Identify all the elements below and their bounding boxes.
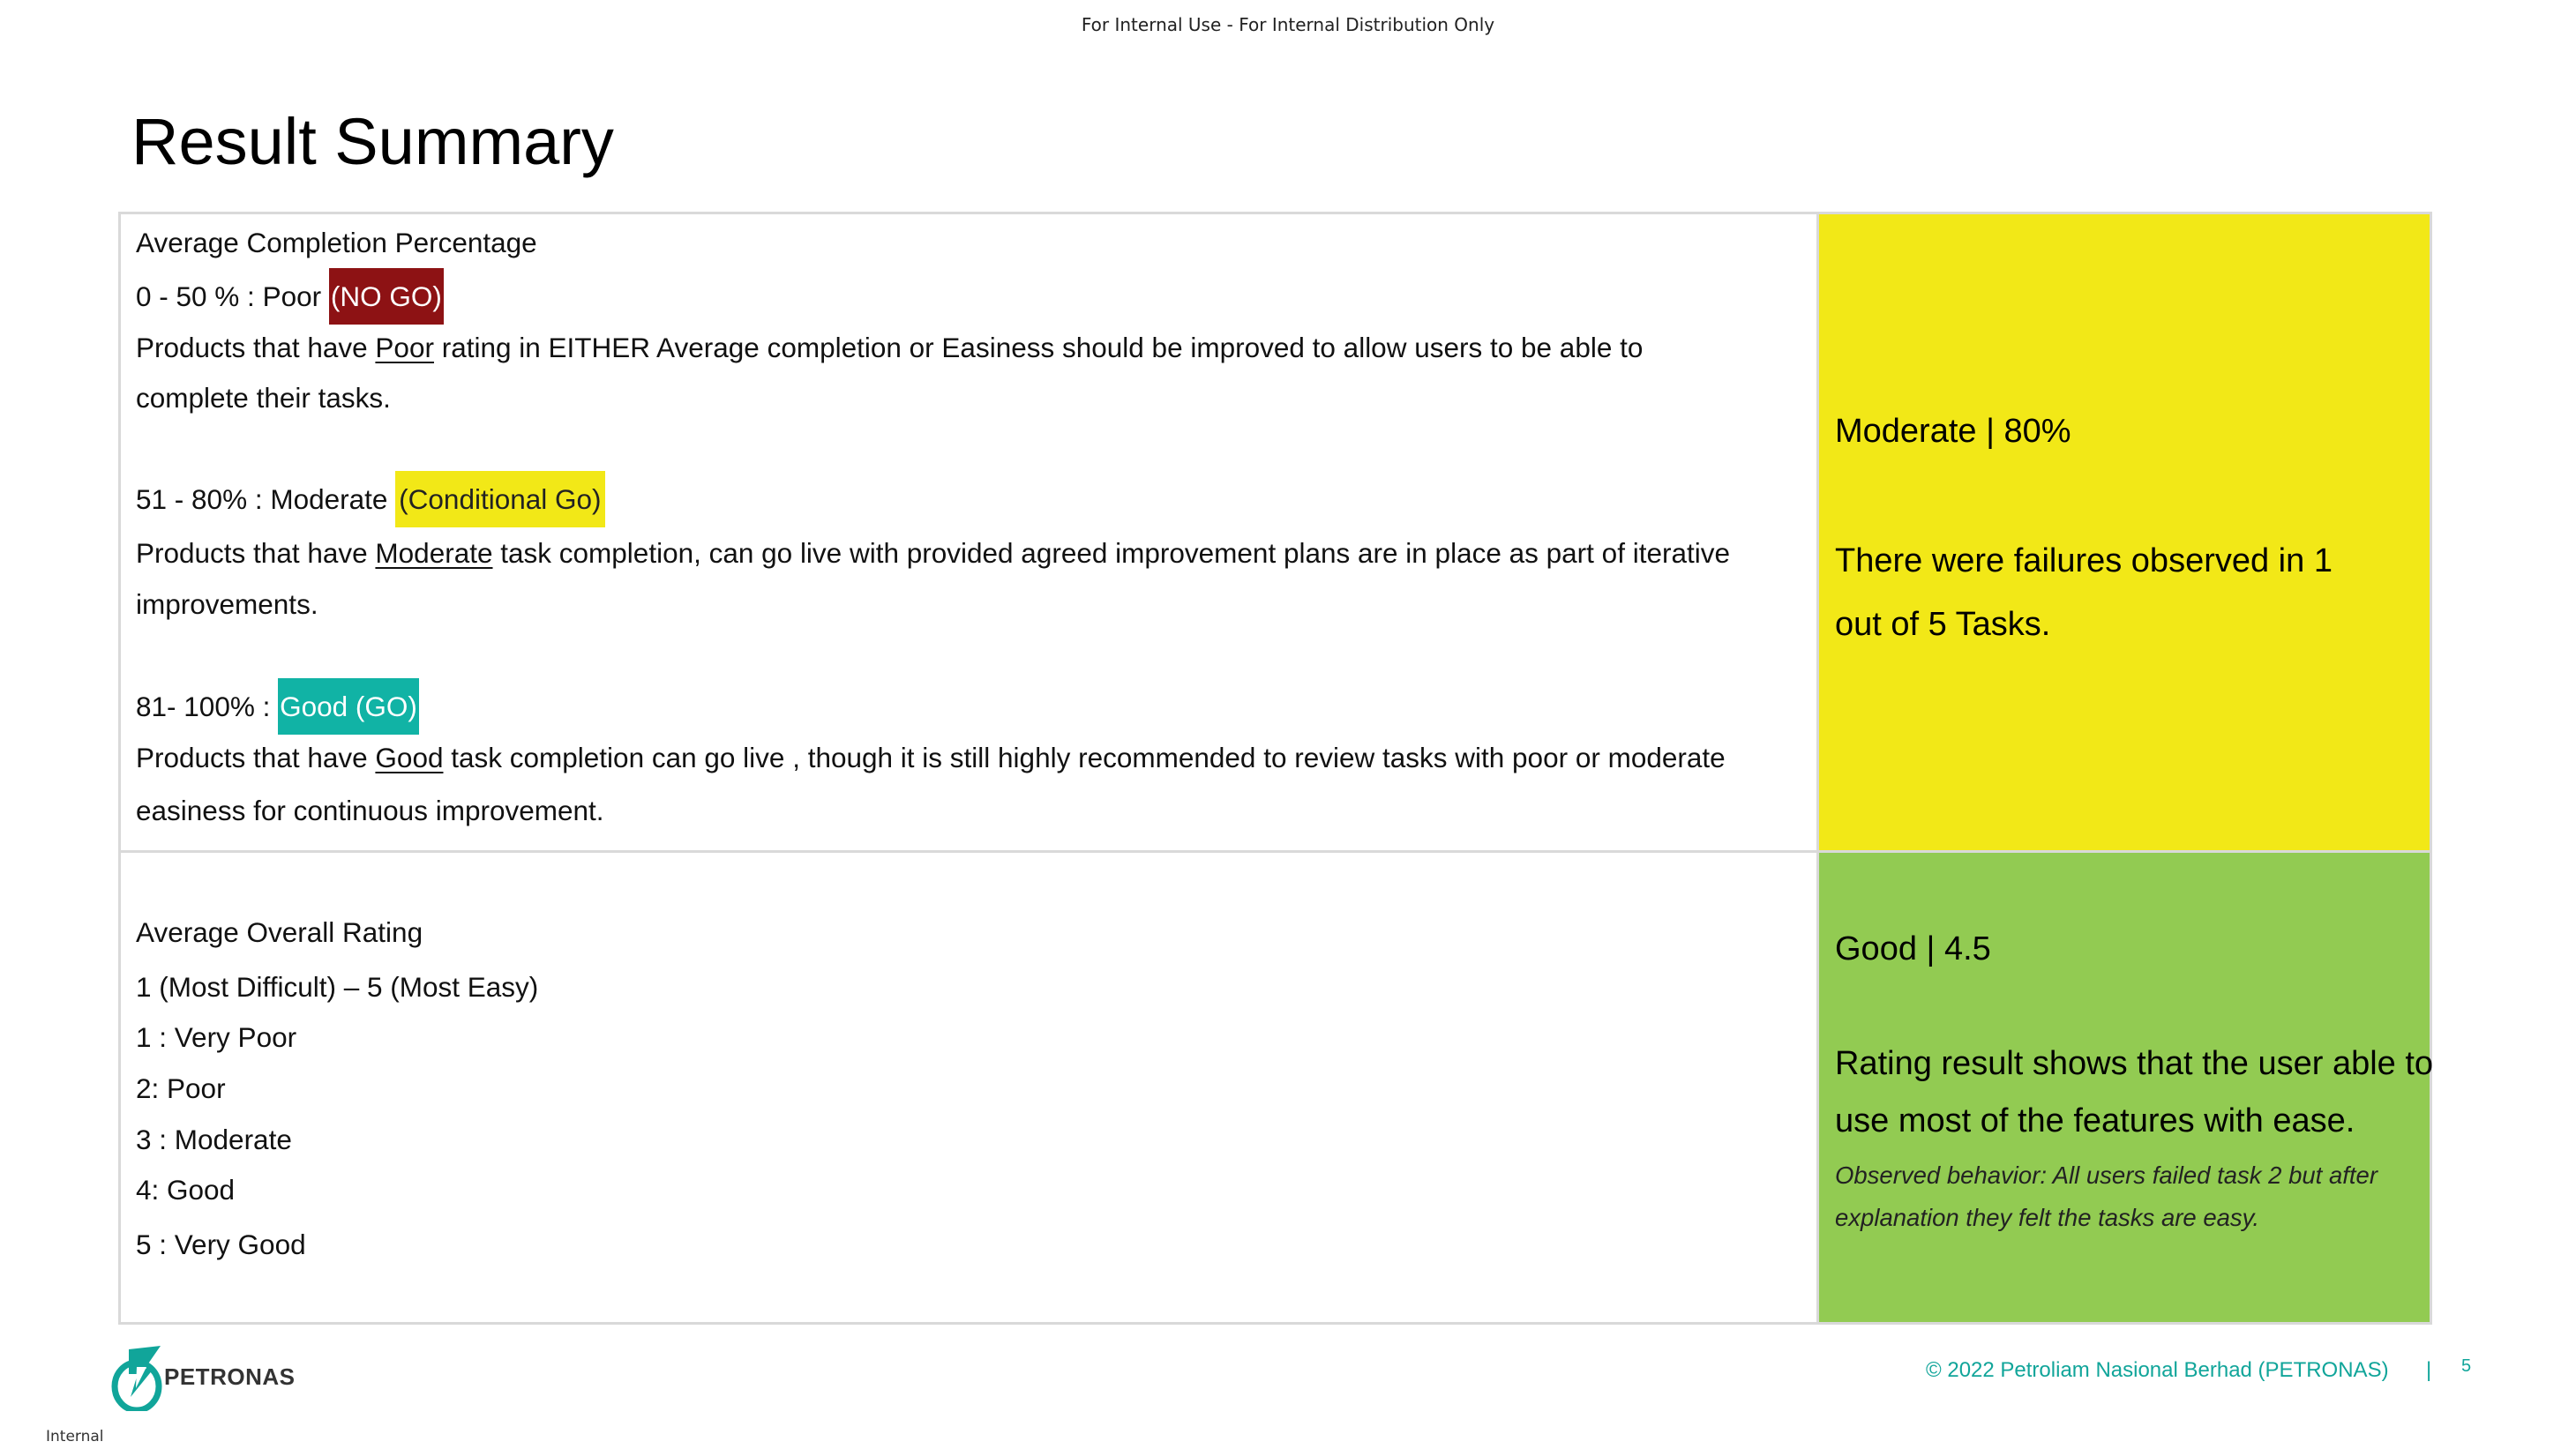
rating-level: 2: Poor [136, 1072, 226, 1104]
rating-level: 1 : Very Poor [136, 1021, 297, 1053]
good-keyword: Good [375, 742, 444, 773]
completion-heading: Average Completion Percentage [136, 227, 537, 258]
moderate-keyword: Moderate [375, 537, 493, 569]
moderate-desc-post: task completion, can go live with provided agreed improvement plans are in place as part of iterative [492, 537, 1730, 569]
rating-result-note1: Observed behavior: All users failed task 2 but after [1835, 1161, 2378, 1189]
petronas-logo-icon [109, 1342, 171, 1411]
moderate-description-line2: improvements. [136, 588, 318, 620]
copyright: © 2022 Petroliam Nasional Berhad (PETRONAS) [1926, 1358, 2389, 1382]
rating-level: 3 : Moderate [136, 1124, 292, 1155]
no-go-badge: (NO GO) [329, 268, 444, 325]
good-description-line2: easiness for continuous improvement. [136, 795, 604, 826]
result-table [118, 212, 2432, 1325]
moderate-criteria [136, 483, 605, 516]
good-description-line1 [136, 742, 1726, 774]
poor-description-line1 [136, 332, 1643, 364]
rating-heading: Average Overall Rating [136, 916, 423, 948]
rating-level: 5 : Very Good [136, 1229, 306, 1260]
page-title: Result Summary [131, 105, 614, 178]
footer-separator: | [2426, 1358, 2432, 1382]
poor-keyword: Poor [375, 332, 434, 363]
rating-result-line2: use most of the features with ease. [1835, 1102, 2355, 1139]
completion-result-line2: out of 5 Tasks. [1835, 606, 2051, 643]
completion-criteria-cell [121, 214, 1819, 853]
completion-result-label: Moderate | 80% [1835, 413, 2071, 450]
poor-desc-post: rating in EITHER Average completion or Easiness should be improved to allow users to be able to [433, 332, 1644, 363]
page-number: 5 [2461, 1356, 2472, 1376]
poor-desc-pre: Products that have [136, 332, 376, 363]
go-badge: Good (GO) [278, 678, 419, 735]
rating-level: 4: Good [136, 1174, 236, 1206]
good-desc-post: task completion can go live , though it is still highly recommended to review tasks with poor or moderate [443, 742, 1726, 773]
brand-name: PETRONAS [164, 1363, 296, 1390]
poor-range: 0 - 50 % : Poor [136, 280, 329, 312]
good-range: 81- 100% : [136, 691, 279, 722]
good-criteria [136, 691, 419, 723]
classification-label: Internal [46, 1428, 104, 1445]
moderate-range: 51 - 80% : Moderate [136, 483, 396, 515]
rating-criteria-cell [121, 853, 1819, 1322]
poor-description-line2: complete their tasks. [136, 382, 391, 414]
rating-result-line1: Rating result shows that the user able to [1835, 1045, 2434, 1082]
completion-result-cell [1819, 214, 2430, 853]
rating-scale: 1 (Most Difficult) – 5 (Most Easy) [136, 971, 539, 1003]
moderate-description-line1 [136, 537, 1730, 570]
good-desc-pre: Products that have [136, 742, 376, 773]
rating-result-cell [1819, 853, 2434, 1322]
completion-result-line1: There were failures observed in 1 [1835, 542, 2333, 579]
rating-result-note2: explanation they felt the tasks are easy. [1835, 1204, 2260, 1231]
rating-result-label: Good | 4.5 [1835, 930, 1991, 967]
poor-criteria [136, 280, 444, 313]
conditional-go-badge: (Conditional Go) [395, 471, 604, 527]
distribution-banner: For Internal Use - For Internal Distribution Only [1081, 14, 1495, 35]
moderate-desc-pre: Products that have [136, 537, 376, 569]
